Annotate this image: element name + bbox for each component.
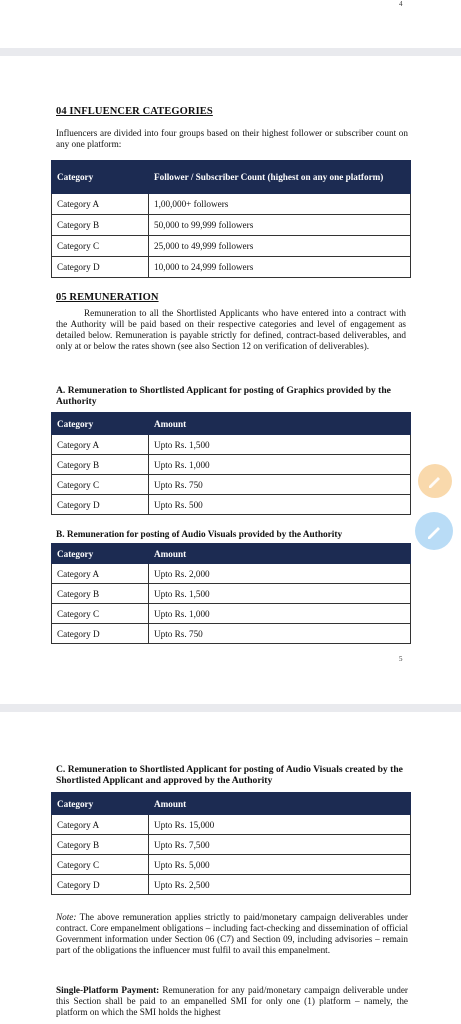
table-row: Category C Upto Rs. 750 xyxy=(52,475,411,495)
table-row: Category D 10,000 to 24,999 followers xyxy=(52,257,411,278)
table-header: Amount xyxy=(149,793,411,815)
table-header: Category xyxy=(52,161,149,194)
table-row: Category B 50,000 to 99,999 followers xyxy=(52,215,411,236)
page-number: 4 xyxy=(399,0,403,8)
table-row: Category B Upto Rs. 7,500 xyxy=(52,835,411,855)
table-a xyxy=(51,412,411,515)
edit-icon[interactable] xyxy=(418,464,452,498)
table-header: Category xyxy=(52,544,149,564)
single-platform-paragraph xyxy=(56,985,408,1018)
single-platform-label: Single-Platform Payment: xyxy=(56,985,160,995)
table-header: Category xyxy=(52,793,149,815)
section-05-heading: 05 REMUNERATION xyxy=(56,292,159,303)
table-row: Category D Upto Rs. 2,500 xyxy=(52,875,411,895)
table-header: Amount xyxy=(149,413,411,435)
table-a-title: A. Remuneration to Shortlisted Applicant for posting of Graphics provided by the Authority xyxy=(56,385,391,407)
note-label: Note: xyxy=(56,912,77,922)
table-row: Category A Upto Rs. 15,000 xyxy=(52,815,411,835)
table-row: Category C Upto Rs. 1,000 xyxy=(52,604,411,624)
section-05-intro: Remuneration to all the Shortlisted Applicants who have entered into a contract with the Authority will be paid based on their respective categories and level of engagement as detailed below. Remuneration is payable strictly for defined, contract-based deliverables, and only at or below the rates shown (see also Section 12 on verification of deliverables). xyxy=(56,308,406,351)
table-header: Amount xyxy=(149,544,411,564)
page-6 xyxy=(0,712,461,1024)
note-paragraph xyxy=(56,912,408,956)
table-b-title: B. Remuneration for posting of Audio Visuals provided by the Authority xyxy=(56,530,343,540)
table-row: Category B Upto Rs. 1,000 xyxy=(52,455,411,475)
page-5 xyxy=(0,56,461,704)
table-b xyxy=(51,543,411,644)
section-04-heading: 04 INFLUENCER CATEGORIES xyxy=(56,106,213,117)
table-header: Follower / Subscriber Count (highest on any one platform) xyxy=(149,161,411,194)
page-4-fragment xyxy=(0,0,461,48)
single-platform-text: Remuneration for any paid/monetary campaign deliverable under this Section shall be paid to an empanelled SMI for only one (1) platform – namely, the platform on which the SMI holds the highest xyxy=(56,985,408,1017)
table-row: Category C Upto Rs. 5,000 xyxy=(52,855,411,875)
influencer-categories-table xyxy=(51,160,411,278)
table-c-title: C. Remuneration to Shortlisted Applicant for posting of Audio Visuals created by the Shortlisted Applicant and approved by the Authority xyxy=(56,764,403,786)
table-row: Category D Upto Rs. 750 xyxy=(52,624,411,644)
table-c xyxy=(51,792,411,895)
table-row: Category D Upto Rs. 500 xyxy=(52,495,411,515)
table-row: Category A 1,00,000+ followers xyxy=(52,194,411,215)
table-row: Category A Upto Rs. 1,500 xyxy=(52,435,411,455)
table-row: Category A Upto Rs. 2,000 xyxy=(52,564,411,584)
table-row: Category C 25,000 to 49,999 followers xyxy=(52,236,411,257)
section-04-intro: Influencers are divided into four groups based on their highest follower or subscriber count on any one platform: xyxy=(56,128,408,149)
page-number: 5 xyxy=(399,655,403,663)
table-header: Category xyxy=(52,413,149,435)
table-row: Category B Upto Rs. 1,500 xyxy=(52,584,411,604)
pencil-icon[interactable] xyxy=(415,512,453,550)
note-text: The above remuneration applies strictly to paid/monetary campaign deliverables under contract. Core empanelment obligations – including fact-checking and dissemination of official Government information under Section 06 (C7) and Section 09, including advisories – remain part of the obligations the influencer must fulfil to avail this empanelment. xyxy=(56,912,408,955)
